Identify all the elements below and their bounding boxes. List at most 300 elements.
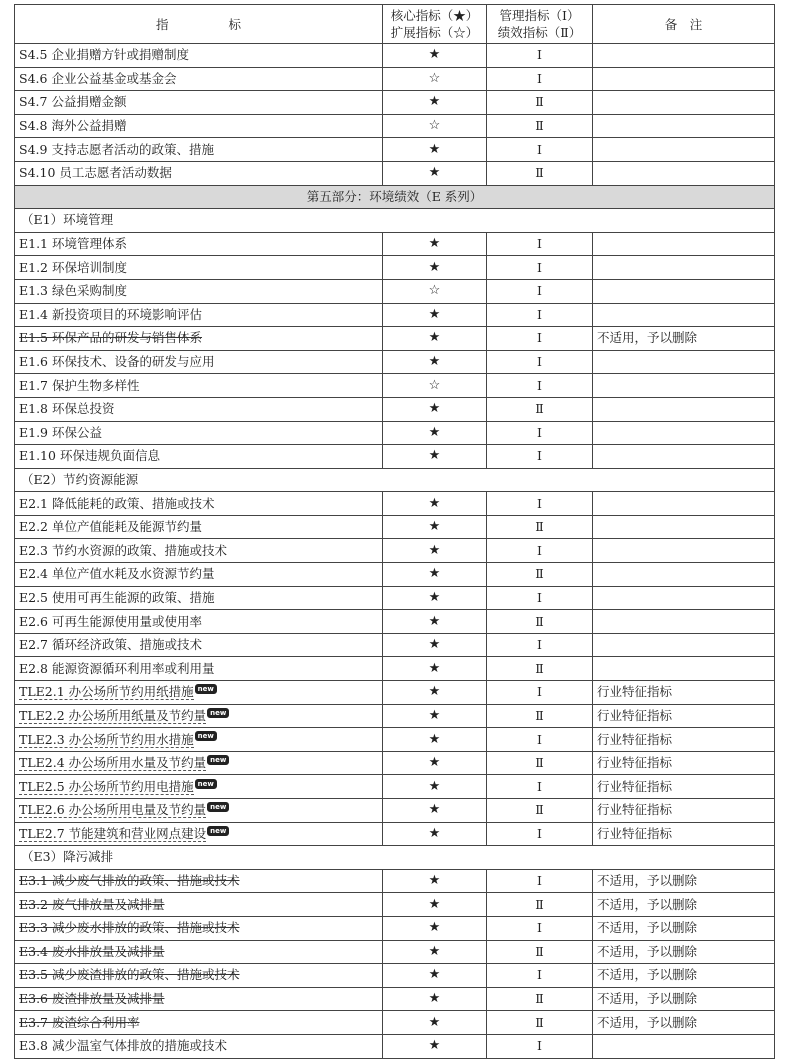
note-cell: 不适用，予以删除 — [593, 1011, 775, 1035]
management-performance-cell: Ⅱ — [487, 657, 593, 681]
note-cell — [593, 161, 775, 185]
table-row — [15, 916, 775, 940]
management-performance-cell: Ⅰ — [487, 964, 593, 988]
header-note: 备 注 — [593, 5, 775, 44]
indicator-cell — [15, 539, 383, 563]
core-extended-cell: ★ — [383, 728, 487, 752]
indicator-cell — [15, 869, 383, 893]
indicator-name: 环保培训制度 — [52, 259, 128, 275]
indicator-name: 单位产值能耗及能源节约量 — [52, 519, 203, 535]
core-extended-cell: ★ — [383, 633, 487, 657]
core-extended-cell: ★ — [383, 161, 487, 185]
core-extended-cell: ★ — [383, 657, 487, 681]
indicator-cell — [15, 515, 383, 539]
note-cell — [593, 492, 775, 516]
indicator-name: 环境管理体系 — [52, 236, 128, 252]
indicator-text — [19, 684, 194, 700]
table-row — [15, 421, 775, 445]
indicator-cell — [15, 610, 383, 634]
indicator-code: TLE2.4 — [19, 755, 65, 771]
management-performance-cell: Ⅰ — [487, 67, 593, 91]
indicator-name: 减少废渣排放的政策、措施或技术 — [52, 967, 240, 983]
note-cell — [593, 515, 775, 539]
indicator-cell — [15, 563, 383, 587]
group-title: （E2）节约资源能源 — [15, 468, 775, 492]
indicator-code: E1.7 — [19, 377, 49, 393]
table-row — [15, 161, 775, 185]
indicator-code: TLE2.6 — [19, 802, 65, 818]
core-extended-cell: ★ — [383, 350, 487, 374]
core-extended-cell: ★ — [383, 751, 487, 775]
group-header-row — [15, 209, 775, 233]
table-row — [15, 657, 775, 681]
table-row — [15, 232, 775, 256]
note-cell — [593, 539, 775, 563]
indicator-code: TLE2.3 — [19, 731, 65, 747]
core-extended-cell: ★ — [383, 327, 487, 351]
indicator-text — [19, 401, 115, 416]
core-extended-cell: ★ — [383, 44, 487, 68]
indicator-cell — [15, 374, 383, 398]
management-performance-cell: Ⅰ — [487, 775, 593, 799]
new-badge: new — [195, 684, 217, 694]
note-cell — [593, 303, 775, 327]
indicator-text — [19, 165, 172, 180]
management-performance-cell: Ⅱ — [487, 397, 593, 421]
indicator-code: E2.7 — [19, 637, 49, 653]
indicator-cell — [15, 232, 383, 256]
indicator-text — [19, 826, 206, 842]
note-cell: 不适用，予以删除 — [593, 940, 775, 964]
core-extended-cell: ★ — [383, 232, 487, 256]
indicator-code: S4.7 — [19, 94, 48, 110]
management-performance-cell: Ⅱ — [487, 114, 593, 138]
indicator-name: 减少废水排放的政策、措施或技术 — [52, 920, 240, 936]
indicator-cell — [15, 445, 383, 469]
group-header-row — [15, 846, 775, 870]
table-row — [15, 67, 775, 91]
note-cell — [593, 397, 775, 421]
indicator-text — [19, 543, 227, 558]
indicator-code: E3.6 — [19, 991, 49, 1007]
note-cell: 行业特征指标 — [593, 704, 775, 728]
indicator-text — [19, 755, 206, 771]
management-performance-cell: Ⅱ — [487, 91, 593, 115]
indicator-cell — [15, 586, 383, 610]
table-row — [15, 869, 775, 893]
indicator-cell — [15, 44, 383, 68]
indicator-code: E2.2 — [19, 519, 49, 535]
core-extended-cell: ★ — [383, 940, 487, 964]
indicator-cell — [15, 940, 383, 964]
indicator-text — [19, 708, 206, 724]
indicator-name: 废水排放量及减排量 — [52, 943, 165, 959]
indicator-cell — [15, 775, 383, 799]
indicator-code: E3.8 — [19, 1038, 49, 1054]
section-title: 第五部分：环境绩效（E 系列） — [15, 185, 775, 209]
indicator-text — [19, 496, 215, 511]
note-cell: 不适用，予以删除 — [593, 869, 775, 893]
indicator-code: S4.8 — [19, 118, 48, 134]
management-performance-cell: Ⅰ — [487, 303, 593, 327]
indicator-name: 办公场所节约用纸措施 — [68, 684, 194, 700]
indicator-text — [19, 118, 126, 133]
indicator-code: E2.1 — [19, 495, 49, 511]
indicator-code: S4.9 — [19, 141, 48, 157]
indicator-name: 环保技术、设备的研发与应用 — [52, 354, 215, 370]
indicator-code: E1.9 — [19, 424, 49, 440]
new-badge: new — [207, 802, 229, 812]
indicator-code: E2.4 — [19, 566, 49, 582]
indicator-text — [19, 354, 215, 369]
indicator-cell — [15, 916, 383, 940]
indicator-name: 废渣排放量及减排量 — [52, 991, 165, 1007]
indicator-name: 企业公益基金或基金会 — [51, 70, 177, 86]
indicator-cell — [15, 67, 383, 91]
note-cell: 不适用，予以删除 — [593, 893, 775, 917]
note-cell — [593, 445, 775, 469]
core-extended-cell: ★ — [383, 539, 487, 563]
new-badge: new — [207, 826, 229, 836]
indicator-code: TLE2.7 — [19, 825, 65, 841]
indicator-text — [19, 802, 206, 818]
indicator-name: 能源资源循环利用率或利用量 — [52, 660, 215, 676]
table-row — [15, 1034, 775, 1058]
note-cell: 行业特征指标 — [593, 751, 775, 775]
table-header-row — [15, 5, 775, 44]
table-row — [15, 91, 775, 115]
indicator-code: E3.7 — [19, 1014, 49, 1030]
core-extended-cell: ★ — [383, 256, 487, 280]
indicator-cell — [15, 114, 383, 138]
management-performance-cell: Ⅰ — [487, 327, 593, 351]
core-extended-cell: ★ — [383, 869, 487, 893]
indicator-name: 单位产值水耗及水资源节约量 — [52, 566, 215, 582]
indicator-code: E1.2 — [19, 259, 49, 275]
core-extended-cell: ★ — [383, 303, 487, 327]
indicator-name: 保护生物多样性 — [52, 377, 140, 393]
core-extended-cell: ★ — [383, 964, 487, 988]
indicator-cell — [15, 492, 383, 516]
indicator-text — [19, 779, 194, 795]
new-badge: new — [207, 755, 229, 765]
new-badge: new — [195, 779, 217, 789]
core-extended-cell: ★ — [383, 799, 487, 823]
management-performance-cell: Ⅱ — [487, 987, 593, 1011]
note-cell: 行业特征指标 — [593, 728, 775, 752]
header-core-extended: 核心指标（★） 扩展指标（☆） — [383, 5, 487, 44]
indicator-name: 降低能耗的政策、措施或技术 — [52, 495, 215, 511]
indicator-code: E3.1 — [19, 873, 49, 889]
core-extended-cell: ★ — [383, 1011, 487, 1035]
indicator-code: E1.6 — [19, 354, 49, 370]
core-extended-cell: ★ — [383, 91, 487, 115]
indicator-text — [19, 566, 215, 581]
management-performance-cell: Ⅰ — [487, 279, 593, 303]
management-performance-cell: Ⅰ — [487, 916, 593, 940]
note-cell — [593, 279, 775, 303]
indicator-name: 办公场所用电量及节约量 — [68, 802, 207, 818]
header-indicator: 指 标 — [15, 5, 383, 44]
core-extended-cell: ★ — [383, 397, 487, 421]
group-title: （E3）降污减排 — [15, 846, 775, 870]
management-performance-cell: Ⅰ — [487, 539, 593, 563]
note-cell — [593, 114, 775, 138]
indicator-cell — [15, 704, 383, 728]
core-extended-cell: ☆ — [383, 114, 487, 138]
indicator-cell — [15, 751, 383, 775]
indicator-name: 办公场所用水量及节约量 — [68, 755, 207, 771]
note-cell — [593, 1034, 775, 1058]
management-performance-cell: Ⅰ — [487, 138, 593, 162]
indicator-cell — [15, 822, 383, 846]
indicator-code: E3.5 — [19, 967, 49, 983]
indicator-text — [19, 330, 202, 345]
management-performance-cell: Ⅰ — [487, 350, 593, 374]
indicator-code: E3.2 — [19, 896, 49, 912]
management-performance-cell: Ⅱ — [487, 704, 593, 728]
indicator-code: E3.4 — [19, 943, 49, 959]
core-extended-cell: ★ — [383, 987, 487, 1011]
management-performance-cell: Ⅰ — [487, 492, 593, 516]
table-row — [15, 964, 775, 988]
indicator-name: 循环经济政策、措施或技术 — [52, 637, 203, 653]
core-extended-cell: ☆ — [383, 67, 487, 91]
core-extended-cell: ★ — [383, 1034, 487, 1058]
indicator-cell — [15, 893, 383, 917]
indicator-text — [19, 448, 160, 463]
management-performance-cell: Ⅱ — [487, 893, 593, 917]
note-cell: 行业特征指标 — [593, 822, 775, 846]
indicator-name: 环保总投资 — [52, 401, 115, 417]
indicator-text — [19, 236, 127, 251]
note-cell: 行业特征指标 — [593, 799, 775, 823]
table-row — [15, 751, 775, 775]
core-extended-cell: ★ — [383, 586, 487, 610]
indicator-text — [19, 71, 176, 86]
management-performance-cell: Ⅰ — [487, 869, 593, 893]
indicator-text — [19, 47, 189, 62]
indicator-name: 使用可再生能源的政策、措施 — [52, 589, 215, 605]
group-title: （E1）环境管理 — [15, 209, 775, 233]
management-performance-cell: Ⅰ — [487, 822, 593, 846]
management-performance-cell: Ⅱ — [487, 940, 593, 964]
note-cell — [593, 44, 775, 68]
note-cell — [593, 350, 775, 374]
core-extended-cell: ★ — [383, 138, 487, 162]
management-performance-cell: Ⅰ — [487, 44, 593, 68]
indicator-text — [19, 897, 165, 912]
indicator-text — [19, 661, 215, 676]
table-row — [15, 775, 775, 799]
indicator-name: 废气排放量及减排量 — [52, 896, 165, 912]
management-performance-cell: Ⅰ — [487, 681, 593, 705]
management-performance-cell: Ⅱ — [487, 161, 593, 185]
table-row — [15, 327, 775, 351]
indicator-name: 办公场所节约用电措施 — [68, 778, 194, 794]
indicator-code: E1.8 — [19, 401, 49, 417]
new-badge: new — [195, 731, 217, 741]
indicator-table — [14, 4, 775, 1059]
indicator-name: 办公场所节约用水措施 — [68, 731, 194, 747]
indicator-text — [19, 732, 194, 748]
management-performance-cell: Ⅰ — [487, 728, 593, 752]
note-cell: 不适用，予以删除 — [593, 916, 775, 940]
indicator-name: 办公场所用纸量及节约量 — [68, 707, 207, 723]
table-row — [15, 397, 775, 421]
indicator-code: E1.10 — [19, 448, 56, 464]
indicator-code: S4.6 — [19, 70, 48, 86]
indicator-cell — [15, 397, 383, 421]
table-row — [15, 44, 775, 68]
indicator-cell — [15, 728, 383, 752]
management-performance-cell: Ⅰ — [487, 586, 593, 610]
indicator-text — [19, 283, 127, 298]
indicator-text — [19, 873, 240, 888]
note-cell — [593, 232, 775, 256]
core-extended-cell: ★ — [383, 681, 487, 705]
indicator-text — [19, 378, 140, 393]
management-performance-cell: Ⅰ — [487, 232, 593, 256]
section-header-row — [15, 185, 775, 209]
table-row — [15, 586, 775, 610]
note-cell — [593, 256, 775, 280]
management-performance-cell: Ⅰ — [487, 256, 593, 280]
indicator-code: S4.10 — [19, 165, 56, 181]
indicator-name: 企业捐赠方针或捐赠制度 — [51, 47, 189, 63]
table-row — [15, 610, 775, 634]
indicator-cell — [15, 350, 383, 374]
indicator-text — [19, 614, 202, 629]
indicator-code: TLE2.1 — [19, 684, 65, 700]
indicator-code: E1.1 — [19, 236, 49, 252]
table-row — [15, 799, 775, 823]
indicator-code: E1.5 — [19, 330, 49, 346]
management-performance-cell: Ⅱ — [487, 1011, 593, 1035]
table-row — [15, 987, 775, 1011]
indicator-cell — [15, 964, 383, 988]
indicator-name: 环保违规负面信息 — [59, 448, 160, 464]
core-extended-cell: ★ — [383, 704, 487, 728]
indicator-cell — [15, 279, 383, 303]
table-row — [15, 445, 775, 469]
table-row — [15, 492, 775, 516]
indicator-cell — [15, 303, 383, 327]
indicator-text — [19, 1015, 140, 1030]
table-row — [15, 374, 775, 398]
indicator-text — [19, 519, 202, 534]
note-cell — [593, 421, 775, 445]
indicator-name: 员工志愿者活动数据 — [59, 165, 172, 181]
management-performance-cell: Ⅰ — [487, 445, 593, 469]
indicator-text — [19, 920, 240, 935]
table-row — [15, 681, 775, 705]
indicator-text — [19, 260, 127, 275]
indicator-cell — [15, 161, 383, 185]
indicator-text — [19, 94, 126, 109]
table-row — [15, 303, 775, 327]
table-row — [15, 563, 775, 587]
management-performance-cell: Ⅱ — [487, 799, 593, 823]
note-cell — [593, 633, 775, 657]
table-row — [15, 138, 775, 162]
indicator-name: 减少温室气体排放的措施或技术 — [52, 1038, 228, 1054]
indicator-cell — [15, 91, 383, 115]
indicator-text — [19, 991, 165, 1006]
note-cell: 不适用，予以删除 — [593, 987, 775, 1011]
indicator-name: 可再生能源使用量或使用率 — [52, 613, 203, 629]
note-cell — [593, 138, 775, 162]
table-row — [15, 704, 775, 728]
indicator-name: 公益捐赠金额 — [51, 94, 127, 110]
management-performance-cell: Ⅰ — [487, 374, 593, 398]
note-cell — [593, 563, 775, 587]
management-performance-cell: Ⅰ — [487, 421, 593, 445]
group-header-row — [15, 468, 775, 492]
indicator-code: S4.5 — [19, 47, 48, 63]
note-cell — [593, 374, 775, 398]
core-extended-cell: ★ — [383, 563, 487, 587]
indicator-code: E3.3 — [19, 920, 49, 936]
note-cell — [593, 91, 775, 115]
indicator-code: E2.8 — [19, 660, 49, 676]
header-management-performance: 管理指标（Ⅰ） 绩效指标（Ⅱ） — [487, 5, 593, 44]
table-row — [15, 893, 775, 917]
core-extended-cell: ☆ — [383, 374, 487, 398]
indicator-cell — [15, 657, 383, 681]
indicator-code: TLE2.5 — [19, 778, 65, 794]
management-performance-cell: Ⅱ — [487, 610, 593, 634]
indicator-code: E1.3 — [19, 283, 49, 299]
core-extended-cell: ★ — [383, 515, 487, 539]
table-row — [15, 940, 775, 964]
indicator-text — [19, 944, 165, 959]
core-extended-cell: ☆ — [383, 279, 487, 303]
indicator-cell — [15, 421, 383, 445]
indicator-cell — [15, 1034, 383, 1058]
indicator-code: TLE2.2 — [19, 707, 65, 723]
note-cell — [593, 657, 775, 681]
indicator-name: 支持志愿者活动的政策、措施 — [51, 141, 214, 157]
indicator-name: 绿色采购制度 — [52, 283, 128, 299]
note-cell: 行业特征指标 — [593, 775, 775, 799]
indicator-name: 新投资项目的环境影响评估 — [52, 306, 203, 322]
indicator-cell — [15, 327, 383, 351]
indicator-name: 减少废气排放的政策、措施或技术 — [52, 873, 240, 889]
indicator-text — [19, 142, 214, 157]
indicator-text — [19, 1038, 227, 1053]
indicator-code: E2.3 — [19, 542, 49, 558]
core-extended-cell: ★ — [383, 822, 487, 846]
indicator-cell — [15, 681, 383, 705]
indicator-text — [19, 307, 202, 322]
management-performance-cell: Ⅰ — [487, 633, 593, 657]
note-cell: 不适用，予以删除 — [593, 964, 775, 988]
note-cell — [593, 610, 775, 634]
core-extended-cell: ★ — [383, 421, 487, 445]
indicator-text — [19, 590, 215, 605]
management-performance-cell: Ⅱ — [487, 515, 593, 539]
management-performance-cell: Ⅰ — [487, 1034, 593, 1058]
core-extended-cell: ★ — [383, 492, 487, 516]
table-row — [15, 728, 775, 752]
indicator-name: 海外公益捐赠 — [51, 118, 127, 134]
note-cell — [593, 67, 775, 91]
table-row — [15, 539, 775, 563]
indicator-name: 节约水资源的政策、措施或技术 — [52, 542, 228, 558]
indicator-cell — [15, 256, 383, 280]
table-body — [15, 44, 775, 1059]
